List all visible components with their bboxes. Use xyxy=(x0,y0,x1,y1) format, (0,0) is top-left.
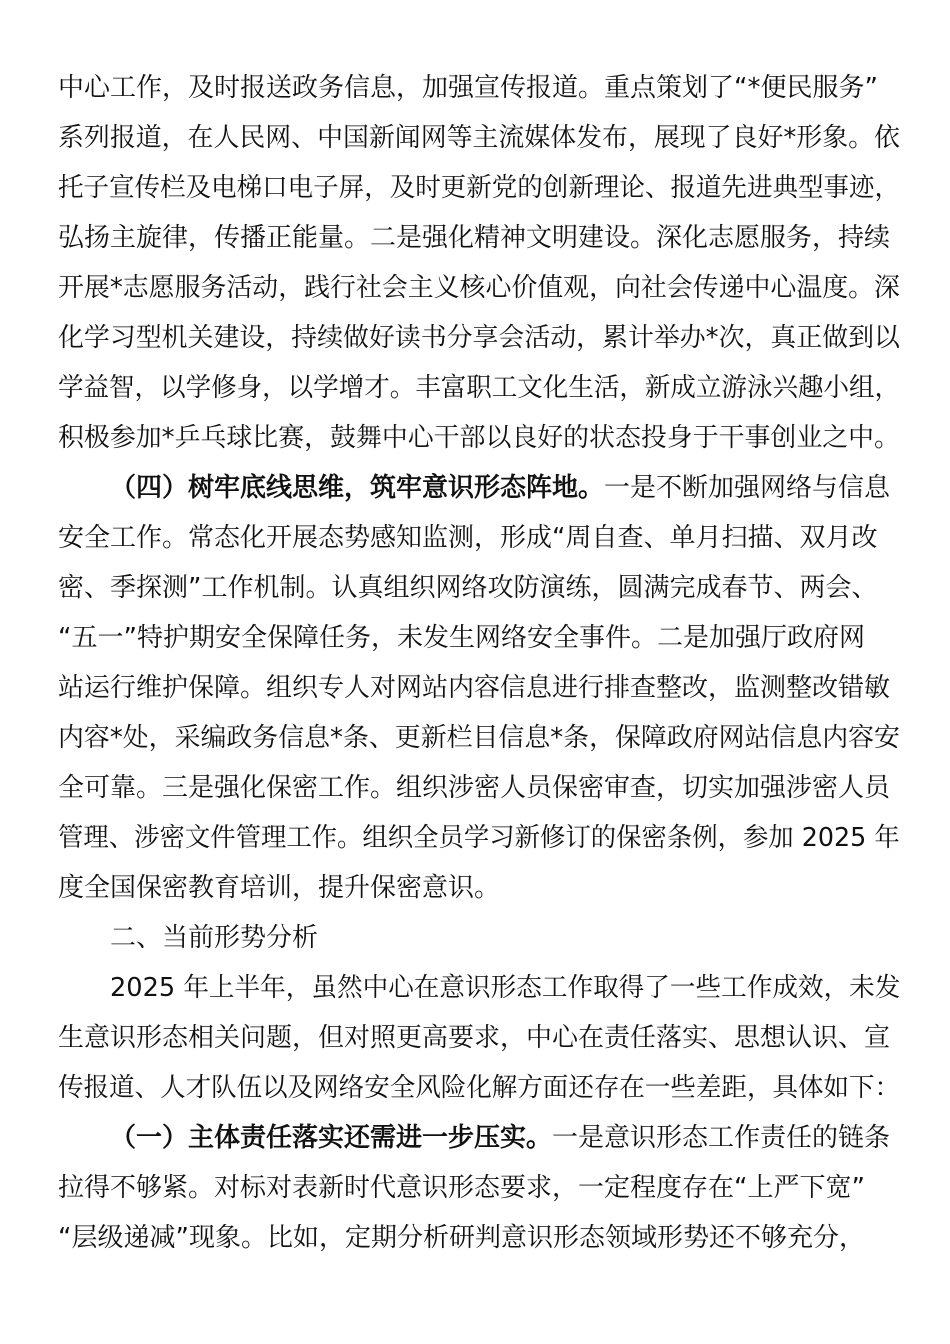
body-line: 中心工作，及时报送政务信息，加强宣传报道。重点策划了“*便民服务” xyxy=(58,73,878,103)
body-line: 弘扬主旋律，传播正能量。二是强化精神文明建设。深化志愿服务，持续 xyxy=(58,223,891,253)
section-heading: （四）树牢底线思维，筑牢意识形态阵地。 xyxy=(110,473,605,503)
section-heading-line xyxy=(110,471,890,505)
body-line: 积极参加*乒乓球比赛，鼓舞中心干部以良好的状态投身于干事创业之中。 xyxy=(58,423,900,453)
body-line: 学益智，以学修身，以学增才。丰富职工文化生活，新成立游泳兴趣小组， xyxy=(58,373,901,403)
body-line: 全可靠。三是强化保密工作。组织涉密人员保密审查，切实加强涉密人员 xyxy=(58,773,891,803)
body-line: 密、季探测”工作机制。认真组织网络攻防演练，圆满完成春节、两会、 xyxy=(58,573,878,603)
body-line: 安全工作。常态化开展态势感知监测，形成“周自查、单月扫描、双月改 xyxy=(58,523,878,553)
body-line: 托子宣传栏及电梯口电子屏，及时更新党的创新理论、报道先进典型事迹， xyxy=(58,173,901,203)
section-heading: （一）主体责任落实还需进一步压实。 xyxy=(110,1123,553,1153)
body-line: 内容*处，采编政务信息*条、更新栏目信息*条，保障政府网站信息内容安 xyxy=(58,723,900,753)
part-title: 二、当前形势分析 xyxy=(110,923,319,953)
body-line: 传报道、人才队伍以及网络安全风险化解方面还存在一些差距，具体如下： xyxy=(58,1073,901,1103)
section-text: 一是意识形态工作责任的链条 xyxy=(552,1123,891,1153)
body-line: 开展*志愿服务活动，践行社会主义核心价值观，向社会传递中心温度。深 xyxy=(58,273,900,303)
body-line: 化学习型机关建设，持续做好读书分享会活动，累计举办*次，真正做到以 xyxy=(58,323,900,353)
body-line: “层级递减”现象。比如，定期分析研判意识形态领域形势还不够充分， xyxy=(58,1223,865,1253)
body-line: 系列报道，在人民网、中国新闻网等主流媒体发布，展现了良好*形象。依 xyxy=(58,123,900,153)
body-line: 度全国保密教育培训，提升保密意识。 xyxy=(58,873,501,903)
section-heading-line xyxy=(110,1121,890,1155)
body-line: 管理、涉密文件管理工作。组织全员学习新修订的保密条例，参加 2025 年 xyxy=(58,823,900,853)
body-line: 站运行维护保障。组织专人对网站内容信息进行排查整改，监测整改错敏 xyxy=(58,673,891,703)
body-line: “五一”特护期安全保障任务，未发生网络安全事件。二是加强厅政府网 xyxy=(58,623,865,653)
body-line: 2025 年上半年，虽然中心在意识形态工作取得了一些工作成效，未发 xyxy=(110,973,901,1003)
body-line: 拉得不够紧。对标对表新时代意识形态要求，一定程度存在“上严下宽” xyxy=(58,1173,865,1203)
section-text: 一是不断加强网络与信息 xyxy=(604,473,891,503)
body-line: 生意识形态相关问题，但对照更高要求，中心在责任落实、思想认识、宣 xyxy=(58,1023,891,1053)
